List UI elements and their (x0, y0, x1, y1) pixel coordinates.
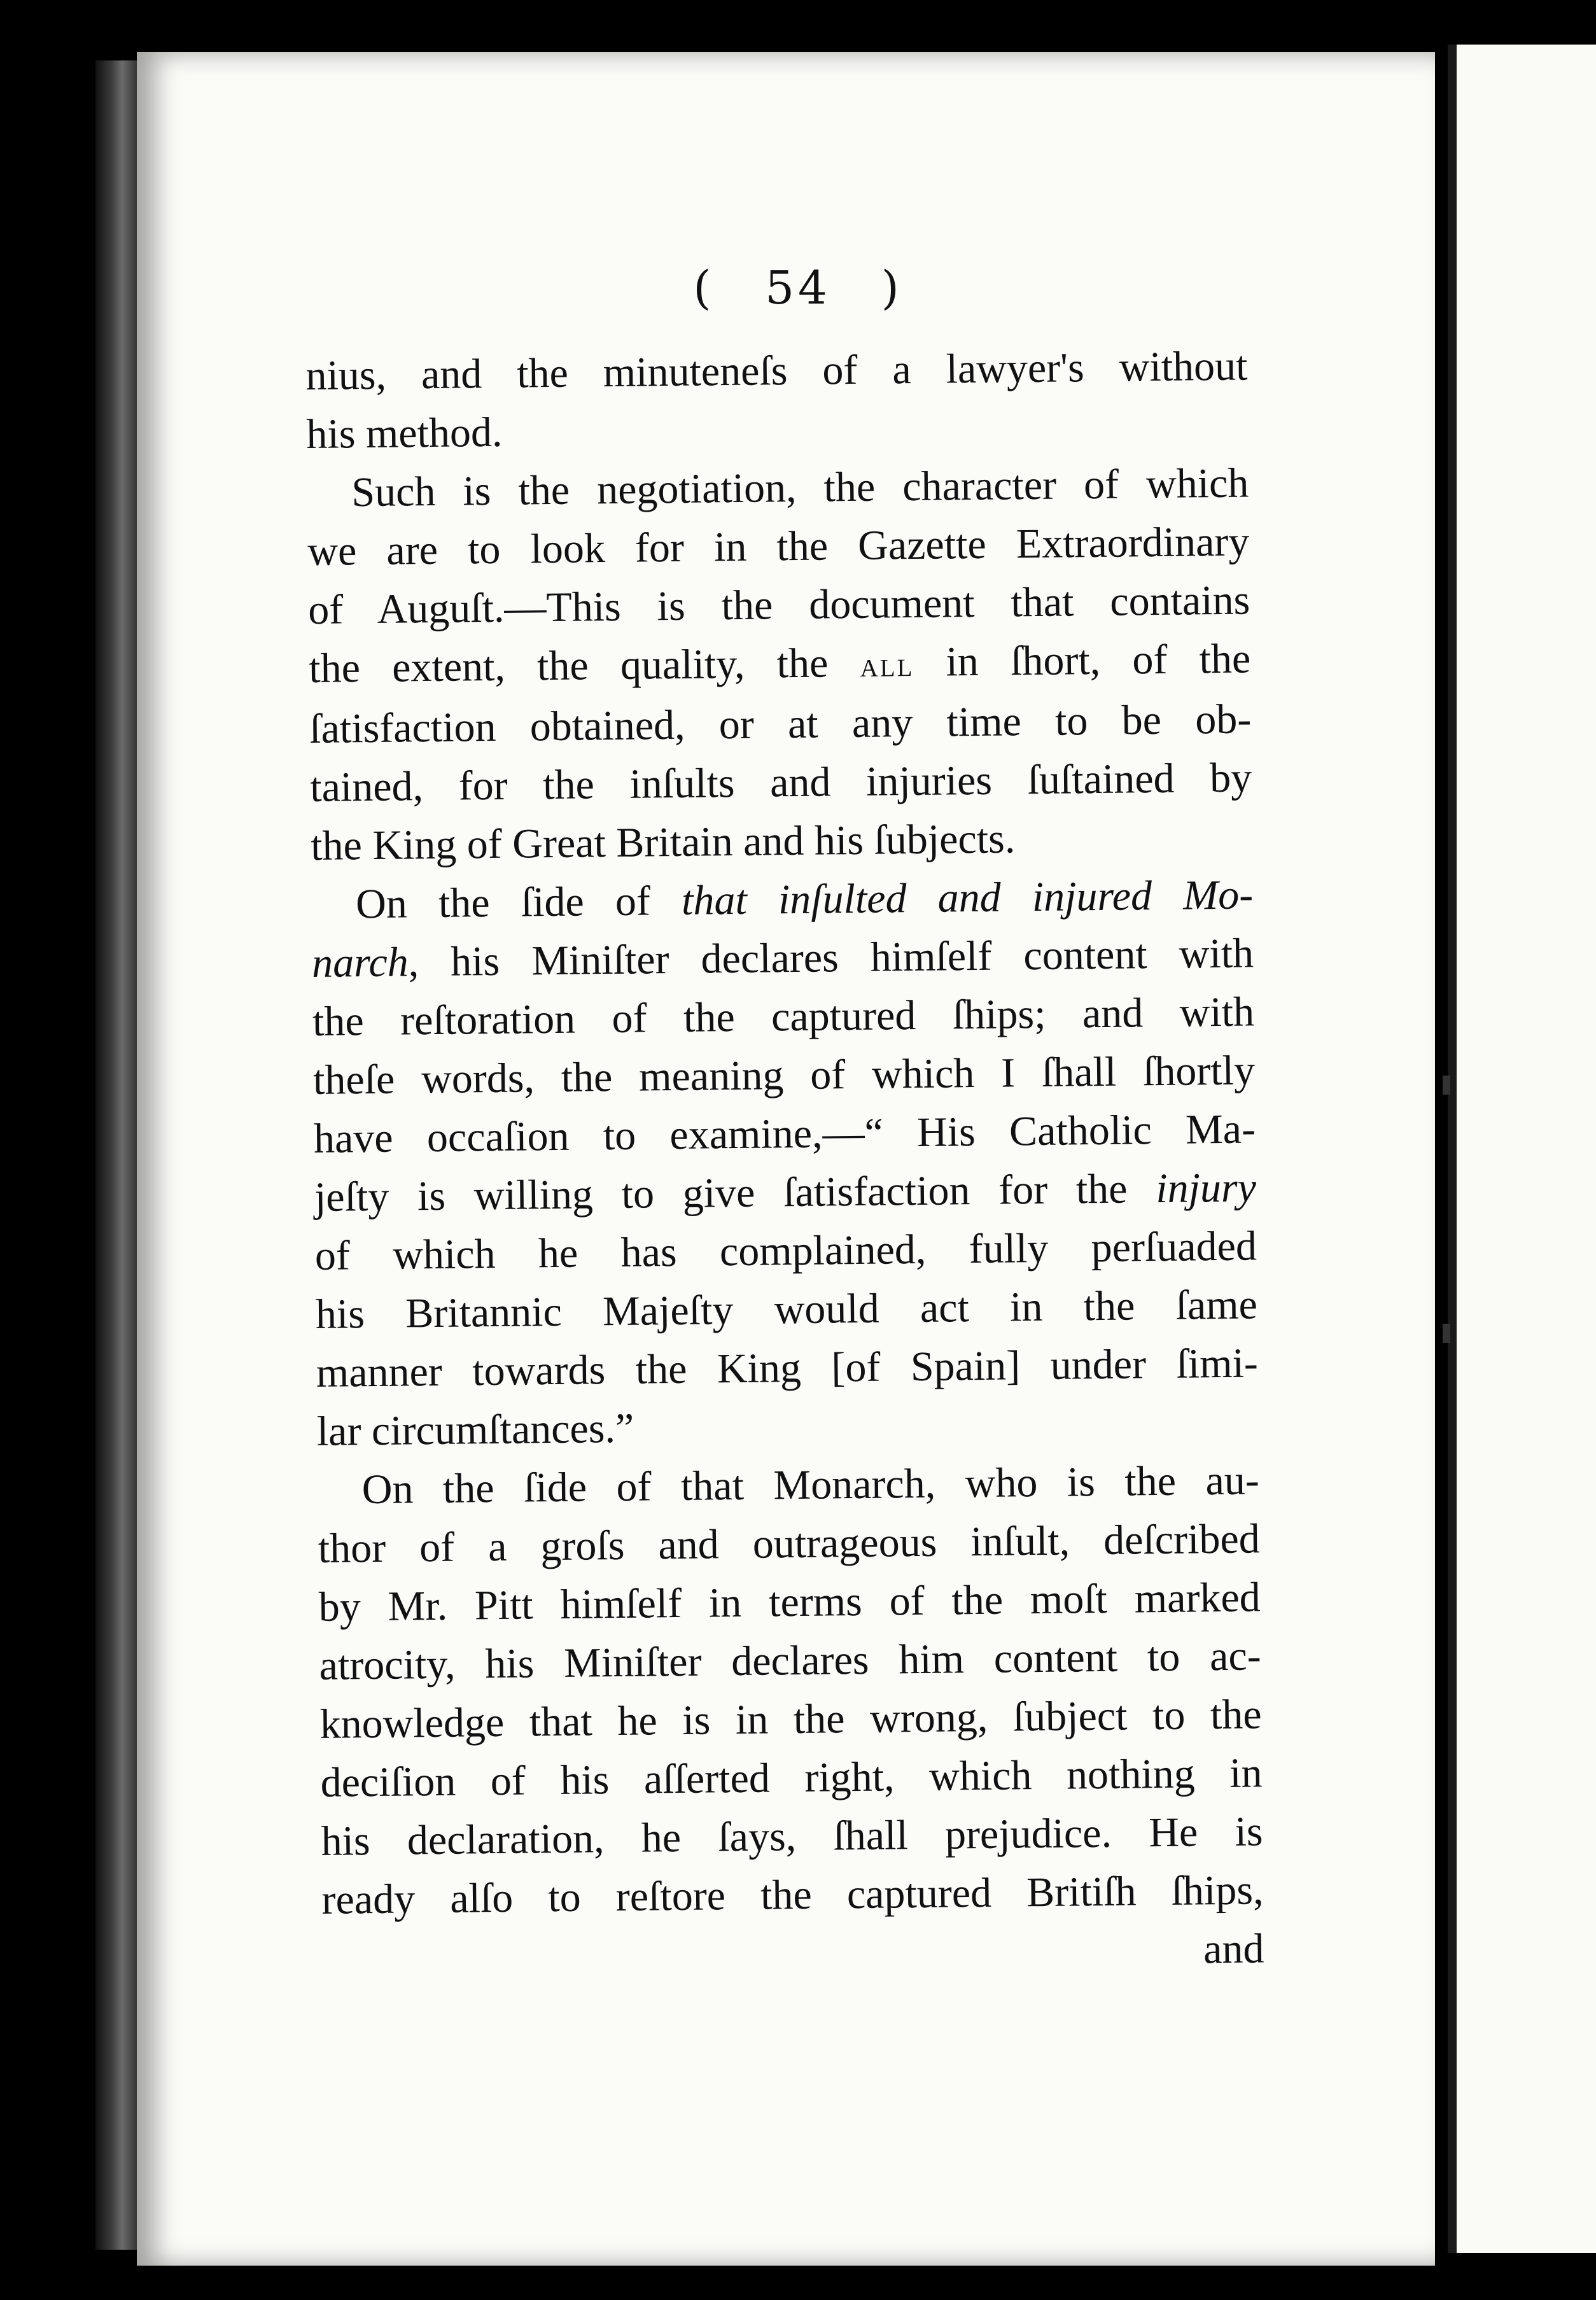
text-line (321, 1861, 1264, 1929)
text-line (316, 1392, 1259, 1461)
text-run: by Mr. Pitt himſelf in terms of the moſt marked (318, 1574, 1261, 1630)
text-run: his method. (306, 409, 503, 458)
text-line (306, 395, 1249, 463)
text-line (314, 1158, 1257, 1226)
text-run: thor of a groſs and outrageous inſult, deſcribed (318, 1515, 1261, 1572)
text-run: ready alſo to reſtore the captured Britiſh ſhips, (321, 1867, 1264, 1923)
text-run: ſatisfaction obtained, or at any time to be ob- (309, 696, 1252, 752)
text-line (307, 454, 1249, 522)
text-run: knowledge that he is in the wrong, ſubject to the (319, 1691, 1262, 1748)
text-run: Such is the negotiation, the character of which (351, 459, 1249, 516)
text-run: theſe words, the meaning of which I ſhall ſhortly (312, 1047, 1256, 1104)
folio-close-paren: ) (881, 261, 903, 314)
text-line (318, 1568, 1261, 1636)
text-run: and (1203, 1925, 1264, 1973)
text-run: manner towards the King [of Spain] under ſimi- (316, 1340, 1259, 1396)
text-run: the extent, the quality, the (308, 639, 860, 692)
folio-number: 54 (765, 261, 831, 314)
body-text (305, 337, 1264, 1988)
text-run: , his Miniſter declares himſelf content with (408, 930, 1254, 986)
text-line (316, 1334, 1258, 1402)
text-run: that inſulted and injured Mo- (681, 871, 1254, 924)
adjacent-page-edge (1448, 45, 1596, 2253)
text-run: his declaration, he ſays, ſhall prejudice. He is (321, 1808, 1263, 1865)
text-run: his Britannic Majeſty would act in the ſame (315, 1281, 1258, 1338)
text-run: On the ſide of that Monarch, who is the au- (361, 1457, 1260, 1513)
text-run: all (860, 645, 914, 685)
text-line (314, 1217, 1257, 1285)
book-spine (95, 60, 140, 2250)
text-run: injury (1155, 1164, 1257, 1212)
text-run: On the ſide of (355, 877, 682, 928)
text-line (312, 983, 1255, 1051)
text-run: jeſty is willing to give ſatisfaction for the (314, 1165, 1156, 1221)
text-run: in ſhort, of the (913, 635, 1251, 686)
text-line (310, 748, 1252, 817)
text-run: nius, and the minuteneſs of a lawyer's without (305, 342, 1248, 399)
text-run: of which he has complained, fully perſuaded (314, 1223, 1257, 1279)
text-line (322, 1919, 1264, 1988)
text-run: narch (311, 939, 409, 986)
text-run: deciſion of his aſſerted right, which nothing in (320, 1750, 1263, 1806)
text-line (318, 1510, 1260, 1578)
text-line (309, 690, 1252, 758)
text-line (314, 1100, 1256, 1168)
text-run: atrocity, his Miniſter declares him content to ac- (319, 1632, 1262, 1689)
text-line (319, 1685, 1262, 1753)
text-line (311, 807, 1253, 875)
text-run: lar circumſtances.” (316, 1405, 634, 1455)
text-line (308, 571, 1250, 639)
text-line (321, 1802, 1263, 1870)
page-number (0, 261, 1596, 314)
adjacent-page-mark (1443, 1324, 1450, 1343)
text-line (319, 1627, 1261, 1695)
text-line (309, 629, 1251, 699)
text-line (311, 866, 1254, 934)
text-run: the King of Great Britain and his ſubjects. (310, 815, 1016, 869)
text-line (307, 512, 1250, 580)
text-line (320, 1744, 1263, 1812)
text-run: have occaſion to examine,—“ His Catholic Ma- (313, 1105, 1256, 1162)
text-run: the reſtoration of the captured ſhips; and with (312, 988, 1255, 1045)
text-line (312, 924, 1254, 992)
text-line (305, 337, 1248, 405)
text-line (315, 1275, 1257, 1343)
adjacent-page-mark (1443, 1076, 1450, 1095)
folio-open-paren: ( (693, 261, 715, 314)
text-run: of Auguſt.—This is the document that contains (307, 577, 1250, 633)
text-line (317, 1451, 1259, 1519)
text-run: we are to look for in the Gazette Extraordinary (307, 518, 1250, 575)
text-line (313, 1041, 1256, 1109)
text-run: tained, for the inſults and injuries ſuſtained by (309, 754, 1252, 811)
